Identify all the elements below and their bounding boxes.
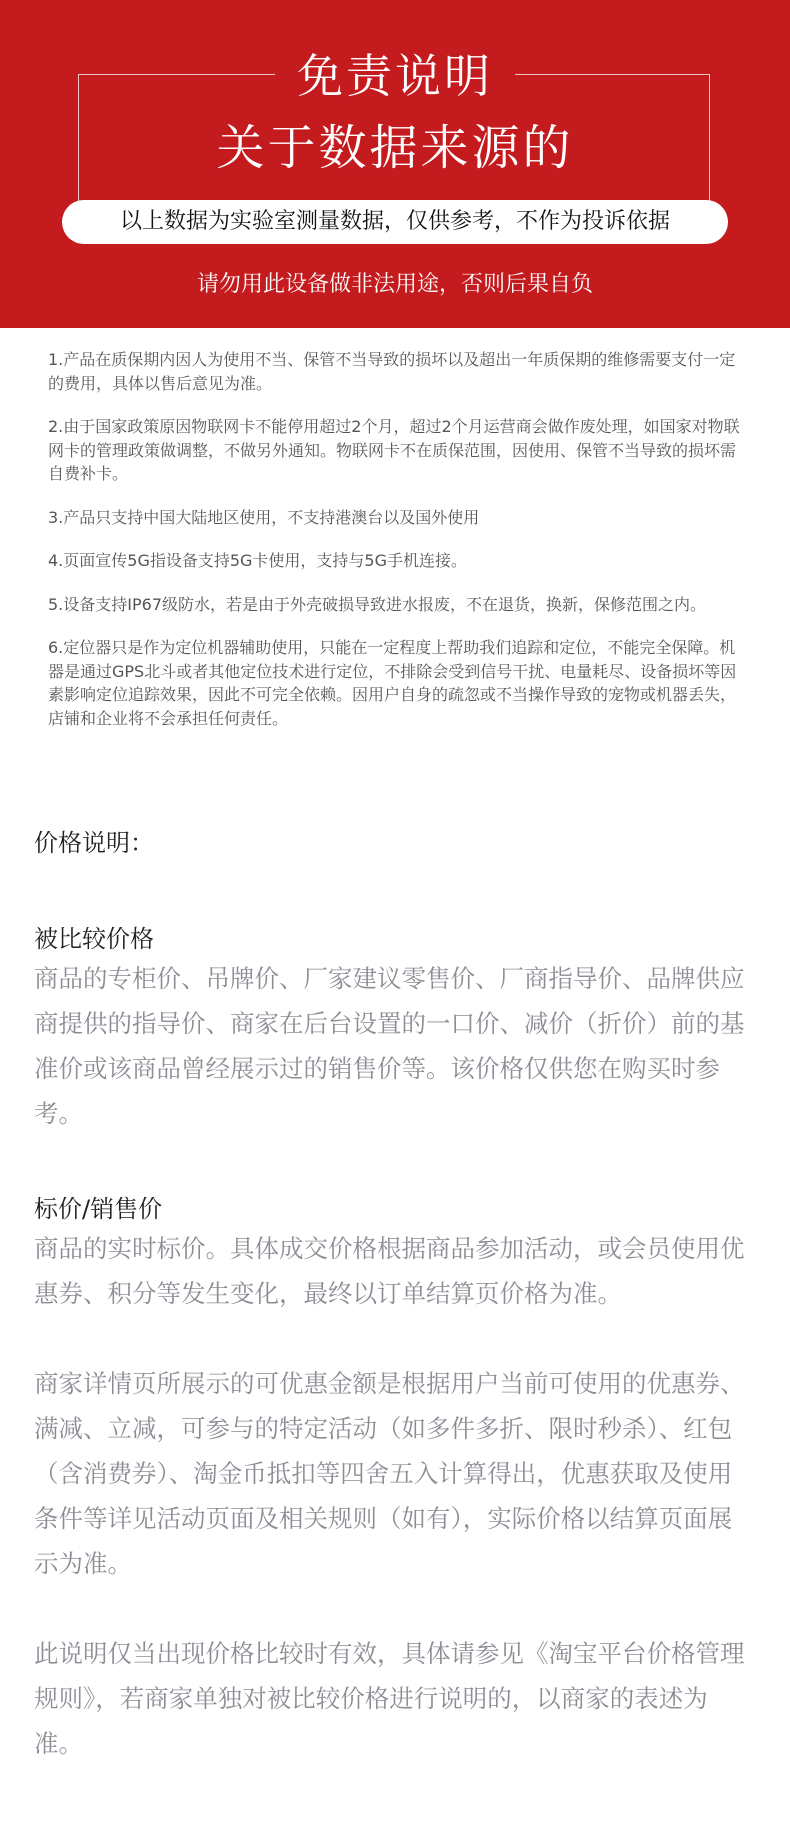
- term-item-6: 6.定位器只是作为定位机器辅助使用，只能在一定程度上帮助我们追踪和定位，不能完全保障。机器是通过GPS北斗或者其他定位技术进行定位，不排除会受到信号干扰、电量耗尽、设备损坏等因素影响定位追踪效果，因此不可完全依赖。因用户自身的疏忽或不当操作导致的宠物或机器丢失，店铺和企业将不会承担任何责任。: [48, 638, 737, 728]
- banner-title-line2: 关于数据来源的: [216, 120, 574, 176]
- term-item-3: 3.产品只支持中国大陆地区使用，不支持港澳台以及国外使用: [48, 507, 480, 527]
- compared-price-title: 被比较价格: [34, 925, 154, 953]
- discount-note: 商家详情页所展示的可优惠金额是根据用户当前可使用的优惠券、满减、立减，可参与的特定活动（如多件多折、限时秒杀）、红包（含消费券）、淘金币抵扣等四舍五入计算得出，优惠获取及使用条件等详见活动页面及相关规则（如有），实际价格以结算页面展示为准。: [34, 1369, 745, 1578]
- illegal-use-warning: 请勿用此设备做非法用途，否则后果自负: [196, 272, 593, 297]
- term-item-1: 1.产品在质保期内因人为使用不当、保管不当导致的损坏以及超出一年质保期的维修需要支付一定的费用，具体以售后意见为准。: [48, 350, 736, 393]
- compared-price-text: 商品的专柜价、吊牌价、厂家建议零售价、厂商指导价、品牌供应商提供的指导价、商家在后台设置的一口价、减价（折价）前的基准价或该商品曾经展示过的销售价等。该价格仅供您在购买时参考。: [34, 964, 745, 1128]
- list-price-title: 标价/销售价: [34, 1195, 163, 1223]
- price-explanation-section: [34, 826, 752, 1766]
- banner-title-line1: 免责说明: [275, 46, 515, 106]
- term-item-4: 4.页面宣传5G指设备支持5G卡使用，支持与5G手机连接。: [48, 551, 468, 570]
- term-item-2: 2.由于国家政策原因物联网卡不能停用超过2个月，超过2个月运营商会做作废处理，如国家对物联网卡的管理政策做调整，不做另外通知。物联网卡不在质保范围，因使用、保管不当导致的损坏需自费补卡。: [48, 417, 740, 483]
- price-section-heading: 价格说明：: [34, 829, 154, 857]
- terms-list: [48, 348, 740, 750]
- disclaimer-banner: [0, 0, 790, 328]
- term-item-5: 5.设备支持IP67级防水，若是由于外壳破损导致进水报废，不在退货，换新，保修范围之内。: [48, 594, 706, 614]
- data-source-notice-pill: 以上数据为实验室测量数据，仅供参考，不作为投诉依据: [62, 200, 728, 244]
- validity-note: 此说明仅当出现价格比较时有效，具体请参见《淘宝平台价格管理规则》，若商家单独对被比较价格进行说明的，以商家的表述为准。: [34, 1639, 745, 1758]
- list-price-text: 商品的实时标价。具体成交价格根据商品参加活动，或会员使用优惠券、积分等发生变化，最终以订单结算页价格为准。: [34, 1234, 745, 1308]
- banner-title-line1-wrap: [0, 46, 790, 106]
